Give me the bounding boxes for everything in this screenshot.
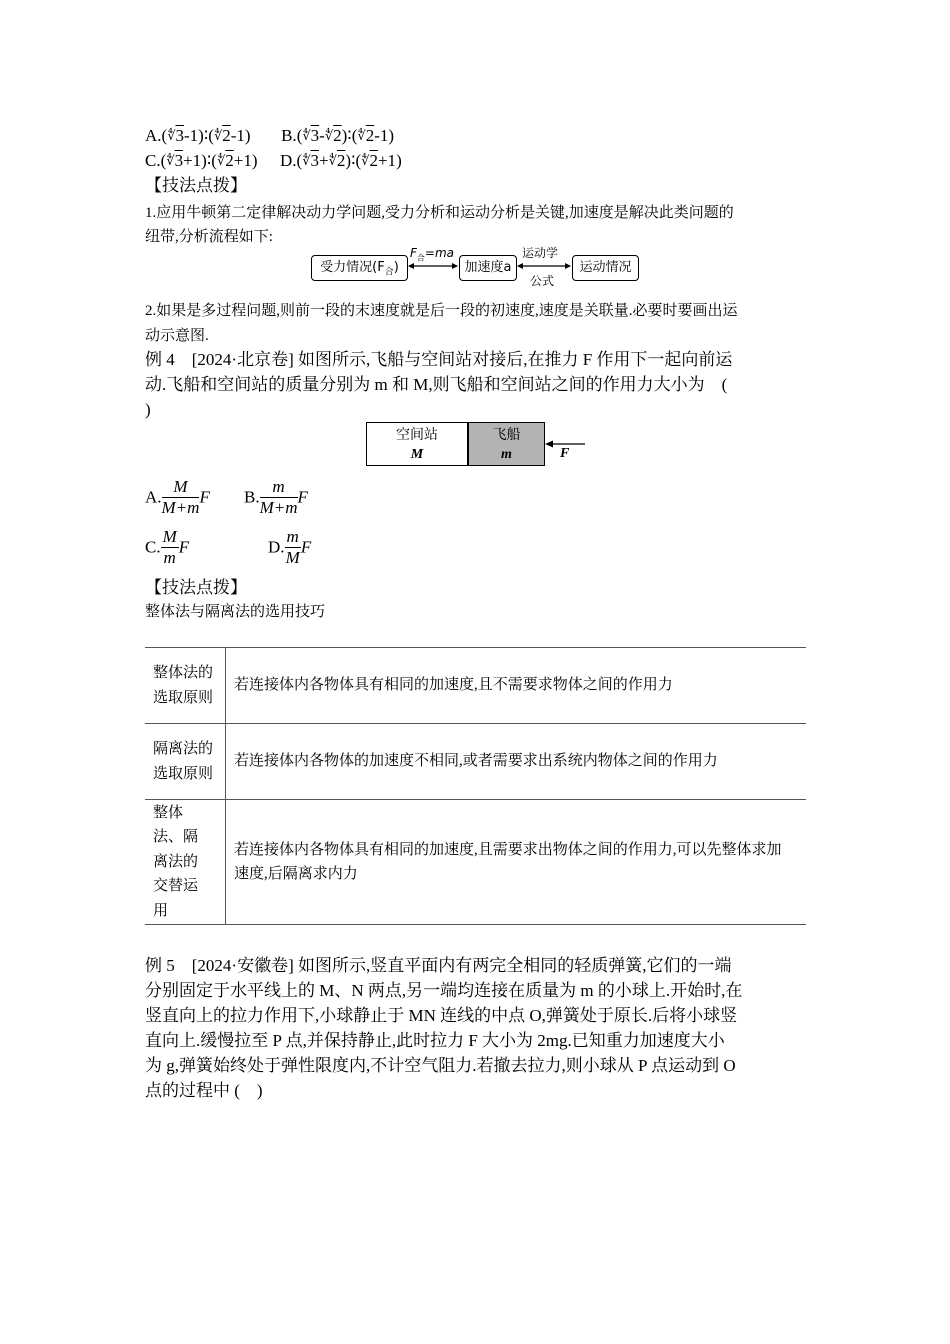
q3-option-row-ab xyxy=(145,124,394,148)
option-a[interactable]: A. $\frac{M}{M+m}$ F xyxy=(145,477,210,517)
tips1-p2-line1: 2.如果是多过程问题,则前一段的末速度就是后一段的初速度,速度是关联量.必要时要画出运 xyxy=(145,303,738,319)
table-row xyxy=(145,648,806,724)
flow-arrow1-label: $F_合=ma$ xyxy=(410,246,455,263)
flow-box-acceleration: 加速度a xyxy=(459,255,517,281)
method-table xyxy=(145,647,806,925)
spaceship-block: 飞船 m xyxy=(468,422,545,466)
flow-box-force: 受力情况$(F_合)$ xyxy=(311,255,408,281)
example4-line3: ) xyxy=(145,400,151,419)
example5-line3: 竖直向上的拉力作用下,小球静止于 MN 连线的中点 O,弹簧处于原长.后将小球竖 xyxy=(145,1006,738,1025)
table-row xyxy=(145,724,806,800)
space-station-block: 空间站 M xyxy=(366,422,468,466)
tips-heading-1: 【技法点拨】 xyxy=(145,176,247,195)
tips1-p1-line1: 1.应用牛顿第二定律解决动力学问题,受力分析和运动分析是关键,加速度是解决此类问题的 xyxy=(145,205,734,221)
table-row-head: 整体法的选取原则 xyxy=(145,648,226,724)
table-row-body: 若连接体内各物体具有相同的加速度,且不需要求物体之间的作用力 xyxy=(226,648,807,724)
table-row-head: 隔离法的选取原则 xyxy=(145,724,226,800)
option-c[interactable]: C. $\frac{M}{m}$ F xyxy=(145,527,190,567)
flow-arrow2-top: 运动学 xyxy=(522,246,559,260)
tips2-subtitle: 整体法与隔离法的选用技巧 xyxy=(145,604,326,620)
example5-line1: 例 5 [2024·安徽卷] 如图所示,竖直平面内有两完全相同的轻质弹簧,它们的一端 xyxy=(145,956,732,975)
option-a[interactable]: A.(∜3-1)∶(∜2-1) xyxy=(145,126,251,145)
table-row-body: 若连接体内各物体具有相同的加速度,且需要求出物体之间的作用力,可以先整体求加速度,后隔离求内力 xyxy=(226,800,807,925)
tips-heading-2: 【技法点拨】 xyxy=(145,578,247,597)
example5-line4: 直向上.缓慢拉至 P 点,并保持静止,此时拉力 F 大小为 2mg.已知重力加速度大小 xyxy=(145,1031,725,1050)
option-d[interactable]: D. $\frac{m}{M}$ F xyxy=(268,527,312,567)
example5-line5: 为 g,弹簧始终处于弹性限度内,不计空气阻力.若撤去拉力,则小球从 P 点运动到 O xyxy=(145,1056,736,1075)
example5-line6: 点的过程中 ( ) xyxy=(145,1081,263,1100)
option-b[interactable]: B.(∜3-∜2)∶(∜2-1) xyxy=(281,126,395,145)
example4-line2: 动.飞船和空间站的质量分别为 m 和 M,则飞船和空间站之间的作用力大小为 ( xyxy=(145,375,728,394)
force-label: F xyxy=(560,446,570,461)
flow-double-arrow-1 xyxy=(407,258,459,274)
q3-option-row-cd xyxy=(145,149,402,173)
flow-arrow2-bottom: 公式 xyxy=(530,274,555,288)
option-d[interactable]: D.(∜3+∜2)∶(∜2+1) xyxy=(280,151,402,170)
example4-line1: 例 4 [2024·北京卷] 如图所示,飞船与空间站对接后,在推力 F 作用下一起向前运 xyxy=(145,350,733,369)
option-b[interactable]: B. $\frac{m}{M+m}$ F xyxy=(244,477,308,517)
table-row-body: 若连接体内各物体的加速度不相同,或者需要求出系统内物体之间的作用力 xyxy=(226,724,807,800)
example5-line2: 分别固定于水平线上的 M、N 两点,另一端均连接在质量为 m 的小球上.开始时,在 xyxy=(145,981,743,1000)
flow-box-motion: 运动情况 xyxy=(572,255,639,281)
table-row-head: 整体法、隔离法的交替运用 xyxy=(145,800,226,925)
tips1-p2-line2: 动示意图. xyxy=(145,328,209,344)
table-row xyxy=(145,800,806,925)
option-c[interactable]: C.(∜3+1)∶(∜2+1) xyxy=(145,151,258,170)
tips1-p1-line2: 纽带,分析流程如下: xyxy=(145,229,273,245)
